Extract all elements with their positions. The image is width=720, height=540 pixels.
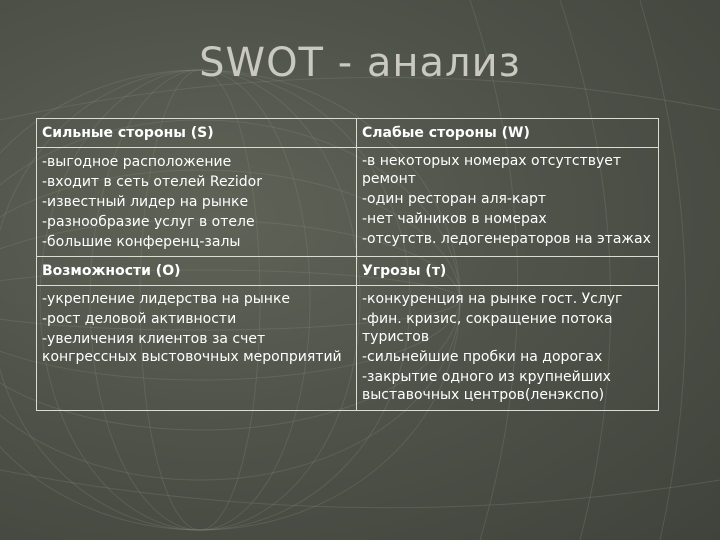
threats-item: -фин. кризис, сокращение потока туристов (362, 311, 613, 345)
strengths-item: -большие конференц-залы (42, 234, 241, 250)
swot-header-row (37, 257, 659, 286)
weaknesses-item: -один ресторан аля-карт (362, 191, 547, 207)
opportunities-item: -увеличения клиентов за счет конгрессных выстовочных мероприятий (42, 331, 342, 365)
weaknesses-item: -в некоторых номерах отсутствует ремонт (362, 153, 622, 187)
swot-body-row (37, 286, 659, 411)
threats-item: -закрытие одного из крупнейших выставочных центров(ленэкспо) (362, 369, 611, 403)
weaknesses-item: -нет чайников в номерах (362, 211, 547, 227)
strengths-item: -выгодное расположение (42, 154, 232, 170)
threats-cell (357, 286, 659, 411)
swot-body-row (37, 148, 659, 257)
strengths-item: -разнообразие услуг в отеле (42, 214, 255, 230)
opportunities-item: -укрепление лидерства на рынке (42, 291, 291, 307)
slide-title: SWOT - анализ (199, 40, 521, 86)
weaknesses-item: -отсутств. ледогенераторов на этажах (362, 231, 651, 247)
opportunities-cell (37, 286, 357, 411)
strengths-item: -известный лидер на рынке (42, 194, 249, 210)
swot-header-row (37, 119, 659, 148)
strengths-heading: Сильные стороны (S) (37, 119, 357, 148)
threats-item: -сильнейшие пробки на дорогах (362, 349, 603, 365)
weaknesses-heading: Слабые стороны (W) (357, 119, 659, 148)
opportunities-item: -рост деловой активности (42, 311, 237, 327)
strengths-cell (37, 148, 357, 257)
opportunities-heading: Возможности (O) (37, 257, 357, 286)
threats-heading: Угрозы (т) (357, 257, 659, 286)
threats-item: -конкуренция на рынке гост. Услуг (362, 291, 623, 307)
strengths-item: -входит в сеть отелей Rezidor (42, 174, 263, 190)
weaknesses-cell (357, 148, 659, 257)
swot-table (36, 118, 659, 411)
